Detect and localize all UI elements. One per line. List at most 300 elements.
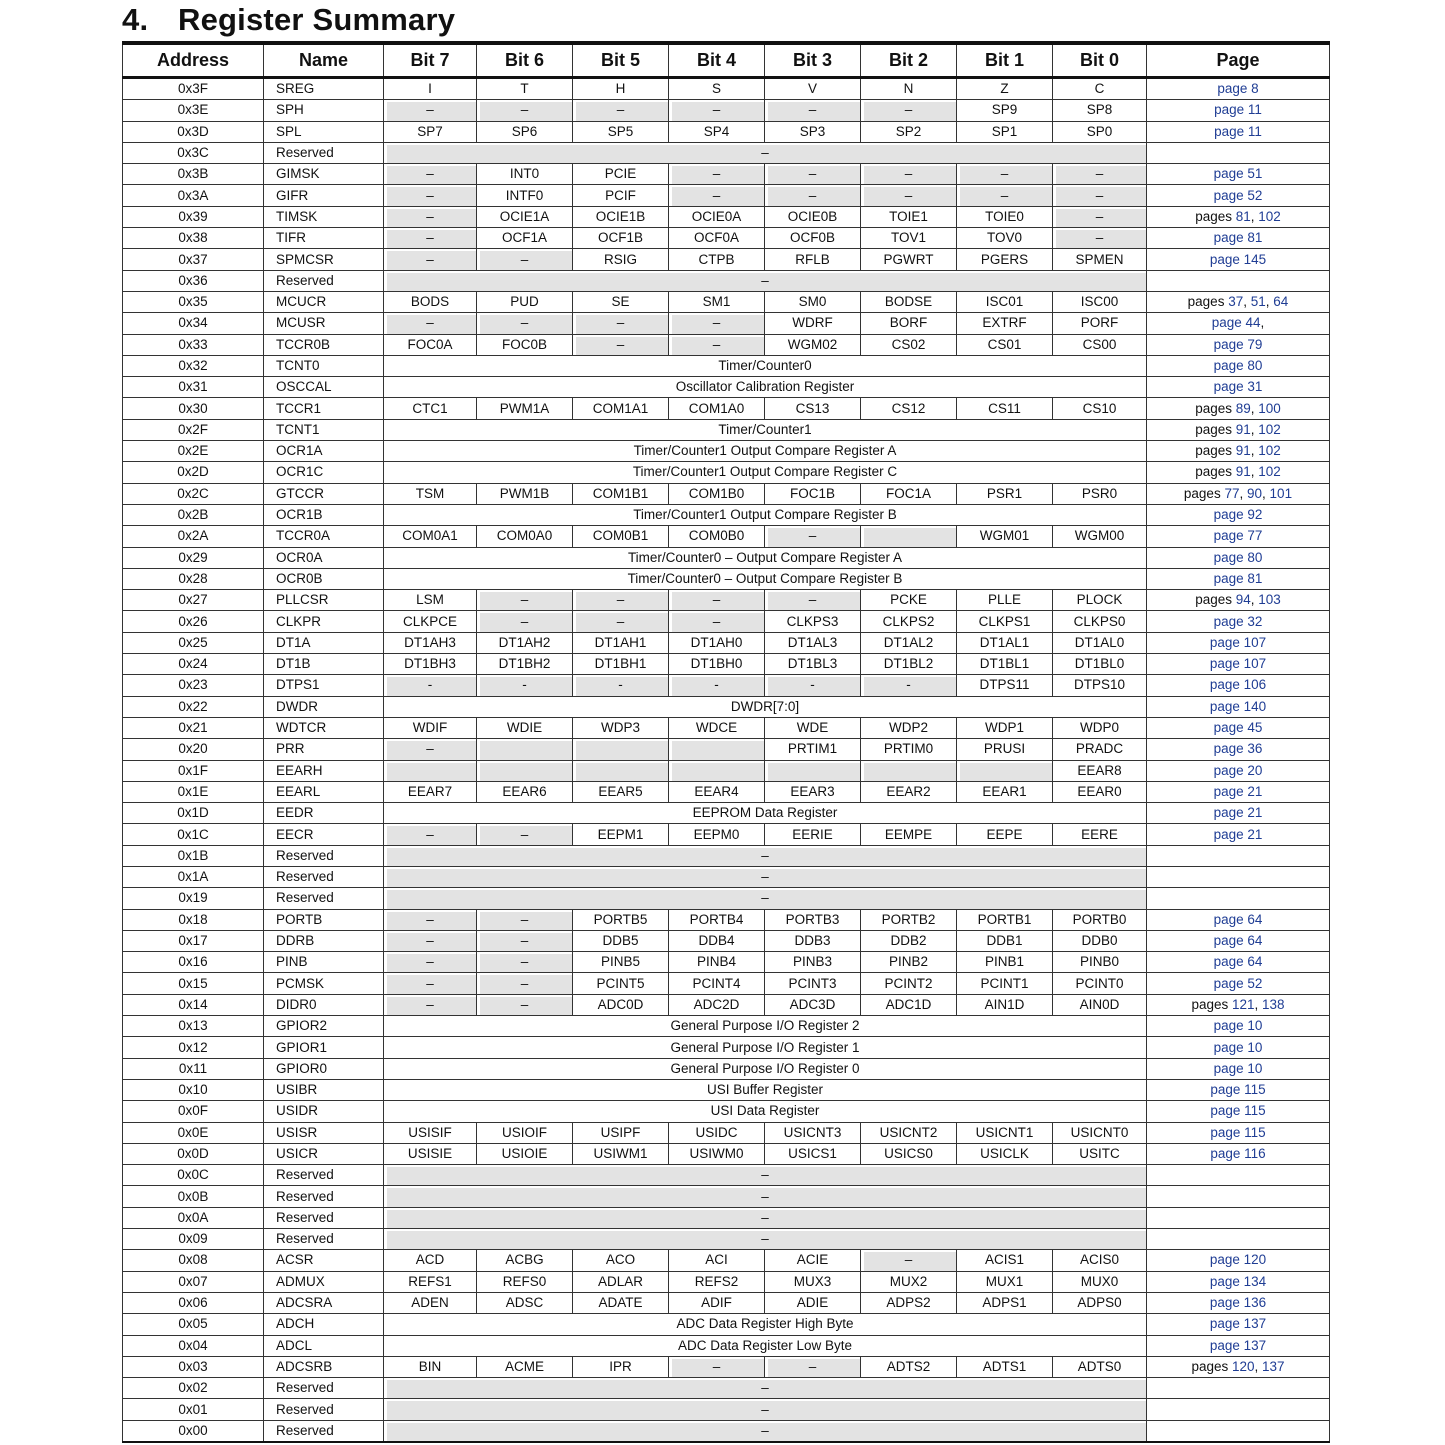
register-name-cell: Reserved <box>264 1207 384 1228</box>
page-reference-cell <box>1147 270 1330 291</box>
address-cell: 0x2F <box>123 419 264 440</box>
page-reference-cell: pages 81, 102 <box>1147 206 1330 227</box>
page-link[interactable]: page 64 <box>1213 933 1263 949</box>
register-name-cell: OCR0B <box>264 568 384 589</box>
register-description-cell: General Purpose I/O Register 1 <box>384 1037 1147 1058</box>
register-name-cell: Reserved <box>264 1165 384 1186</box>
page-reference-cell <box>1147 1079 1330 1100</box>
bit-cell: T <box>477 78 573 100</box>
address-cell: 0x31 <box>123 377 264 398</box>
address-cell: 0x30 <box>123 398 264 419</box>
bit-cell: CS10 <box>1053 398 1147 419</box>
page-link[interactable]: 91 <box>1235 443 1251 459</box>
page-link[interactable]: page 81 <box>1213 230 1263 246</box>
address-cell: 0x10 <box>123 1079 264 1100</box>
address-cell: 0x16 <box>123 952 264 973</box>
bit-cell: MUX2 <box>861 1271 957 1292</box>
bit-cell: CS02 <box>861 334 957 355</box>
page-link[interactable]: 64 <box>1273 294 1289 310</box>
page-link[interactable]: page 92 <box>1213 507 1263 523</box>
bit-cell: PORTB1 <box>957 909 1053 930</box>
bit-cell: PORTB2 <box>861 909 957 930</box>
bit-cell: USIOIE <box>477 1143 573 1164</box>
bit-cell: – <box>861 164 957 185</box>
bit-cell: V <box>765 78 861 100</box>
address-cell: 0x3A <box>123 185 264 206</box>
bit-cell: ADLAR <box>573 1271 669 1292</box>
bit-cell: ADTS0 <box>1053 1356 1147 1377</box>
page-reference-cell <box>1147 1335 1330 1356</box>
page-reference-cell <box>1147 888 1330 909</box>
bit-cell: ACD <box>384 1250 477 1271</box>
page-link[interactable]: 90 <box>1247 485 1263 501</box>
register-name-cell: EEDR <box>264 803 384 824</box>
bit-cell: COM1A1 <box>573 398 669 419</box>
register-name-cell: TIFR <box>264 228 384 249</box>
page-reference-cell <box>1147 717 1330 738</box>
page-link[interactable]: page 79 <box>1213 336 1263 352</box>
page-link[interactable]: page 64 <box>1213 954 1263 970</box>
table-row <box>123 909 1330 930</box>
table-row <box>123 696 1330 717</box>
table-row <box>123 185 1330 206</box>
bit-cell: – <box>669 185 765 206</box>
register-name-cell: Reserved <box>264 888 384 909</box>
bit-cell: - <box>765 675 861 696</box>
page-link[interactable]: 89 <box>1235 400 1251 416</box>
address-cell: 0x13 <box>123 1016 264 1037</box>
page-reference-cell: pages 89, 100 <box>1147 398 1330 419</box>
bit-cell: SM1 <box>669 291 765 312</box>
bit-cell: – <box>477 973 573 994</box>
bit-cell: – <box>384 164 477 185</box>
page-link[interactable]: page 81 <box>1213 570 1263 586</box>
page-link[interactable]: 81 <box>1235 208 1251 224</box>
page-link[interactable]: page 64 <box>1213 911 1263 927</box>
bit-cell: WDP2 <box>861 717 957 738</box>
page-link[interactable]: 91 <box>1235 464 1251 480</box>
page-link[interactable]: 120 <box>1231 1358 1255 1374</box>
address-cell: 0x2A <box>123 526 264 547</box>
page-prefix: pages <box>1195 208 1236 224</box>
bit-cell: EEAR5 <box>573 781 669 802</box>
register-description-cell: – <box>384 1420 1147 1442</box>
address-cell: 0x37 <box>123 249 264 270</box>
table-row <box>123 462 1330 483</box>
table-row <box>123 888 1330 909</box>
bit-cell: OCIE0B <box>765 206 861 227</box>
bit-cell: EEAR1 <box>957 781 1053 802</box>
page-link[interactable]: page 106 <box>1209 677 1267 693</box>
column-header: Name <box>264 43 384 78</box>
bit-cell: TOV0 <box>957 228 1053 249</box>
bit-cell: EERE <box>1053 824 1147 845</box>
bit-cell: ACI <box>669 1250 765 1271</box>
bit-cell: EEAR0 <box>1053 781 1147 802</box>
address-cell: 0x33 <box>123 334 264 355</box>
register-name-cell: ADCL <box>264 1335 384 1356</box>
register-name-cell: ADCSRB <box>264 1356 384 1377</box>
bit-cell: OCIE1B <box>573 206 669 227</box>
page-link[interactable]: 94 <box>1235 592 1251 608</box>
register-name-cell: DTPS1 <box>264 675 384 696</box>
page-link[interactable]: page 116 <box>1210 1145 1266 1161</box>
bit-cell: ISC01 <box>957 291 1053 312</box>
page-link[interactable]: page 107 <box>1209 634 1267 650</box>
bit-cell: PCINT2 <box>861 973 957 994</box>
page-link[interactable]: page 137 <box>1209 1316 1267 1332</box>
register-name-cell: EEARH <box>264 760 384 781</box>
page-link[interactable]: 91 <box>1235 421 1251 437</box>
bit-cell: DT1AL0 <box>1053 632 1147 653</box>
page-reference-cell <box>1147 611 1330 632</box>
page-link[interactable]: 100 <box>1258 400 1281 416</box>
page-link[interactable]: page 21 <box>1213 783 1263 799</box>
address-cell: 0x3E <box>123 100 264 121</box>
table-row <box>123 717 1330 738</box>
address-cell: 0x26 <box>123 611 264 632</box>
register-name-cell: Reserved <box>264 1229 384 1250</box>
bit-cell: – <box>477 824 573 845</box>
bit-cell: OCF0B <box>765 228 861 249</box>
page-reference-cell <box>1147 803 1330 824</box>
bit-cell: CS11 <box>957 398 1053 419</box>
bit-cell: INT0 <box>477 164 573 185</box>
page-reference-cell <box>1147 377 1330 398</box>
bit-cell: DT1BL1 <box>957 654 1053 675</box>
address-cell: 0x03 <box>123 1356 264 1377</box>
page-link[interactable]: 103 <box>1258 592 1281 608</box>
bit-cell: PWM1B <box>477 483 573 504</box>
bit-cell: SP8 <box>1053 100 1147 121</box>
bit-cell: – <box>384 930 477 951</box>
page-link[interactable]: page 80 <box>1213 549 1263 565</box>
page-link[interactable]: page 32 <box>1213 613 1263 629</box>
table-row <box>123 866 1330 887</box>
address-cell: 0x22 <box>123 696 264 717</box>
table-row <box>123 249 1330 270</box>
bit-cell: PGERS <box>957 249 1053 270</box>
register-name-cell: PINB <box>264 952 384 973</box>
page-link[interactable]: 138 <box>1262 996 1285 1012</box>
bit-cell: ISC00 <box>1053 291 1147 312</box>
bit-cell: COM1A0 <box>669 398 765 419</box>
table-row <box>123 1058 1330 1079</box>
page-link[interactable]: 101 <box>1269 485 1293 501</box>
bit-cell <box>384 760 477 781</box>
table-row <box>123 441 1330 462</box>
table-row <box>123 206 1330 227</box>
address-cell: 0x0B <box>123 1186 264 1207</box>
bit-cell: EEAR4 <box>669 781 765 802</box>
bit-cell: PCINT5 <box>573 973 669 994</box>
page-link[interactable]: page 21 <box>1213 805 1263 821</box>
register-description-cell: Oscillator Calibration Register <box>384 377 1147 398</box>
page-link[interactable]: 37 <box>1228 294 1244 310</box>
bit-cell <box>573 739 669 760</box>
bit-cell: FOC0A <box>384 334 477 355</box>
register-name-cell: GIMSK <box>264 164 384 185</box>
register-name-cell: TCCR0A <box>264 526 384 547</box>
bit-cell: WDP0 <box>1053 717 1147 738</box>
page-link[interactable]: page 44 <box>1211 315 1261 331</box>
address-cell: 0x04 <box>123 1335 264 1356</box>
page-link[interactable]: page 10 <box>1213 1039 1263 1055</box>
table-row <box>123 930 1330 951</box>
bit-cell: - <box>573 675 669 696</box>
bit-cell: DTPS10 <box>1053 675 1147 696</box>
address-cell: 0x08 <box>123 1250 264 1271</box>
address-cell: 0x19 <box>123 888 264 909</box>
page-link[interactable]: 102 <box>1258 464 1281 480</box>
page-link[interactable]: page 136 <box>1209 1295 1267 1311</box>
address-cell: 0x3F <box>123 78 264 100</box>
bit-cell: DT1AH2 <box>477 632 573 653</box>
page-link[interactable]: 77 <box>1224 485 1240 501</box>
page-reference-cell <box>1147 185 1330 206</box>
column-header: Bit 4 <box>669 43 765 78</box>
page-reference-cell <box>1147 1037 1330 1058</box>
page-link[interactable]: 51 <box>1250 294 1266 310</box>
bit-cell: FOC1B <box>765 483 861 504</box>
bit-cell: USIPF <box>573 1122 669 1143</box>
page-link[interactable]: page 77 <box>1213 528 1263 544</box>
page-link[interactable]: page 115 <box>1210 1103 1266 1119</box>
bit-cell: – <box>861 185 957 206</box>
bit-cell: ADSC <box>477 1292 573 1313</box>
bit-cell: CLKPS2 <box>861 611 957 632</box>
bit-cell: WDP1 <box>957 717 1053 738</box>
page-link[interactable]: page 20 <box>1213 762 1263 778</box>
page-link[interactable]: page 107 <box>1209 656 1267 672</box>
page-reference-cell <box>1147 568 1330 589</box>
bit-cell <box>861 760 957 781</box>
bit-cell: – <box>573 334 669 355</box>
page-link[interactable]: page 145 <box>1209 251 1267 267</box>
bit-cell: PWM1A <box>477 398 573 419</box>
register-name-cell: EEARL <box>264 781 384 802</box>
bit-cell: DT1AH3 <box>384 632 477 653</box>
bit-cell: DT1BL0 <box>1053 654 1147 675</box>
bit-cell: COM1B0 <box>669 483 765 504</box>
table-row <box>123 334 1330 355</box>
address-cell: 0x1C <box>123 824 264 845</box>
register-description-cell: EEPROM Data Register <box>384 803 1147 824</box>
register-name-cell: TIMSK <box>264 206 384 227</box>
page-reference-cell <box>1147 866 1330 887</box>
register-description-cell: – <box>384 866 1147 887</box>
register-name-cell: GIFR <box>264 185 384 206</box>
bit-cell: LSM <box>384 590 477 611</box>
bit-cell: – <box>477 100 573 121</box>
bit-cell: DDB1 <box>957 930 1053 951</box>
address-cell: 0x09 <box>123 1229 264 1250</box>
address-cell: 0x14 <box>123 994 264 1015</box>
register-name-cell: GPIOR0 <box>264 1058 384 1079</box>
address-cell: 0x07 <box>123 1271 264 1292</box>
register-name-cell: PORTB <box>264 909 384 930</box>
bit-cell: – <box>765 526 861 547</box>
page-link[interactable]: page 21 <box>1213 826 1263 842</box>
address-cell: 0x05 <box>123 1314 264 1335</box>
bit-cell: PORTB3 <box>765 909 861 930</box>
table-row <box>123 675 1330 696</box>
page-reference-cell: pages 77, 90, 101 <box>1147 483 1330 504</box>
page-link[interactable]: page 115 <box>1210 1124 1266 1140</box>
table-row <box>123 590 1330 611</box>
register-name-cell: MCUSR <box>264 313 384 334</box>
bit-cell: PORTB0 <box>1053 909 1147 930</box>
bit-cell: ADC0D <box>573 994 669 1015</box>
bit-cell: – <box>765 100 861 121</box>
table-row <box>123 781 1330 802</box>
bit-cell: USITC <box>1053 1143 1147 1164</box>
address-cell: 0x35 <box>123 291 264 312</box>
page-reference-cell <box>1147 1143 1330 1164</box>
bit-cell: INTF0 <box>477 185 573 206</box>
register-description-cell: – <box>384 1186 1147 1207</box>
register-description-cell: Timer/Counter1 Output Compare Register A <box>384 441 1147 462</box>
bit-cell: – <box>384 206 477 227</box>
bit-cell: – <box>477 611 573 632</box>
bit-cell: ACO <box>573 1250 669 1271</box>
bit-cell: CLKPS1 <box>957 611 1053 632</box>
page-reference-cell <box>1147 1399 1330 1420</box>
page-link[interactable]: page 31 <box>1213 379 1263 395</box>
bit-cell: DT1BH0 <box>669 654 765 675</box>
bit-cell: WDIF <box>384 717 477 738</box>
page-link[interactable]: page 52 <box>1213 975 1263 991</box>
bit-cell: ADIF <box>669 1292 765 1313</box>
bit-cell: SP5 <box>573 121 669 142</box>
page-reference-cell <box>1147 504 1330 525</box>
bit-cell: AIN0D <box>1053 994 1147 1015</box>
bit-cell: DT1BL3 <box>765 654 861 675</box>
register-description-cell: – <box>384 1378 1147 1399</box>
register-name-cell: DDRB <box>264 930 384 951</box>
page-link[interactable]: 102 <box>1258 443 1281 459</box>
bit-cell: – <box>669 334 765 355</box>
page-prefix: pages <box>1195 592 1236 608</box>
page-link[interactable]: 102 <box>1258 421 1281 437</box>
bit-cell: – <box>384 100 477 121</box>
page-link[interactable]: page 8 <box>1217 81 1259 97</box>
table-row <box>123 1356 1330 1377</box>
bit-cell: COM0B0 <box>669 526 765 547</box>
bit-cell: – <box>384 952 477 973</box>
page-link[interactable]: page 140 <box>1209 698 1267 714</box>
address-cell: 0x02 <box>123 1378 264 1399</box>
bit-cell: USIWM0 <box>669 1143 765 1164</box>
table-row <box>123 1122 1330 1143</box>
page-link[interactable]: page 51 <box>1213 166 1263 182</box>
page-reference-cell <box>1147 739 1330 760</box>
bit-cell: DT1BH1 <box>573 654 669 675</box>
bit-cell: OCF1A <box>477 228 573 249</box>
bit-cell: USIOIF <box>477 1122 573 1143</box>
address-cell: 0x28 <box>123 568 264 589</box>
bit-cell: – <box>669 100 765 121</box>
address-cell: 0x15 <box>123 973 264 994</box>
address-cell: 0x38 <box>123 228 264 249</box>
register-description-cell: Timer/Counter0 – Output Compare Register B <box>384 568 1147 589</box>
bit-cell <box>669 739 765 760</box>
page-prefix: pages <box>1195 443 1236 459</box>
page-reference-cell <box>1147 526 1330 547</box>
page-link[interactable]: page 134 <box>1209 1273 1267 1289</box>
bit-cell: – <box>477 313 573 334</box>
register-description-cell: Timer/Counter1 Output Compare Register B <box>384 504 1147 525</box>
page-reference-cell: pages 91, 102 <box>1147 441 1330 462</box>
table-row <box>123 1207 1330 1228</box>
bit-cell: ADATE <box>573 1292 669 1313</box>
page-reference-cell <box>1147 824 1330 845</box>
table-row <box>123 313 1330 334</box>
register-description-cell: – <box>384 1399 1147 1420</box>
table-row <box>123 760 1330 781</box>
register-description-cell: – <box>384 142 1147 163</box>
table-row <box>123 164 1330 185</box>
table-row <box>123 78 1330 100</box>
bit-cell: S <box>669 78 765 100</box>
bit-cell: – <box>573 590 669 611</box>
page-link[interactable]: page 11 <box>1214 102 1262 118</box>
page-reference-cell <box>1147 760 1330 781</box>
page-reference-cell <box>1147 952 1330 973</box>
bit-cell: – <box>477 909 573 930</box>
bit-cell: PUD <box>477 291 573 312</box>
page-reference-cell: pages 91, 102 <box>1147 462 1330 483</box>
page-link[interactable]: page 137 <box>1209 1337 1267 1353</box>
register-name-cell: TCNT0 <box>264 355 384 376</box>
register-name-cell: Reserved <box>264 845 384 866</box>
bit-cell: DT1AH1 <box>573 632 669 653</box>
page-link[interactable]: page 11 <box>1214 123 1262 139</box>
table-row <box>123 1420 1330 1442</box>
page-reference-cell <box>1147 973 1330 994</box>
bit-cell: MUX0 <box>1053 1271 1147 1292</box>
bit-cell: DDB3 <box>765 930 861 951</box>
bit-cell: - <box>861 675 957 696</box>
address-cell: 0x1D <box>123 803 264 824</box>
bit-cell: N <box>861 78 957 100</box>
page-link[interactable]: page 45 <box>1213 720 1263 736</box>
page-reference-cell <box>1147 909 1330 930</box>
bit-cell: BODS <box>384 291 477 312</box>
page-link[interactable]: page 52 <box>1213 187 1263 203</box>
page-reference-cell: pages 121, 138 <box>1147 994 1330 1015</box>
page-link[interactable]: page 10 <box>1213 1060 1263 1076</box>
register-name-cell: PLLCSR <box>264 590 384 611</box>
page-link[interactable]: 121 <box>1231 996 1255 1012</box>
page-link[interactable]: 137 <box>1262 1358 1285 1374</box>
page-link[interactable]: page 115 <box>1210 1082 1266 1098</box>
address-cell: 0x2E <box>123 441 264 462</box>
bit-cell: SP3 <box>765 121 861 142</box>
page-link[interactable]: page 36 <box>1213 741 1263 757</box>
table-row <box>123 1229 1330 1250</box>
bit-cell: ADPS2 <box>861 1292 957 1313</box>
bit-cell: OCIE0A <box>669 206 765 227</box>
register-name-cell: OCR1C <box>264 462 384 483</box>
bit-cell: WDE <box>765 717 861 738</box>
page-link[interactable]: page 80 <box>1213 358 1263 373</box>
page-link[interactable]: page 120 <box>1209 1252 1267 1268</box>
page-link[interactable]: 102 <box>1258 208 1281 224</box>
register-description-cell: Timer/Counter0 – Output Compare Register A <box>384 547 1147 568</box>
page-link[interactable]: page 10 <box>1213 1018 1263 1034</box>
bit-cell: OCF1B <box>573 228 669 249</box>
